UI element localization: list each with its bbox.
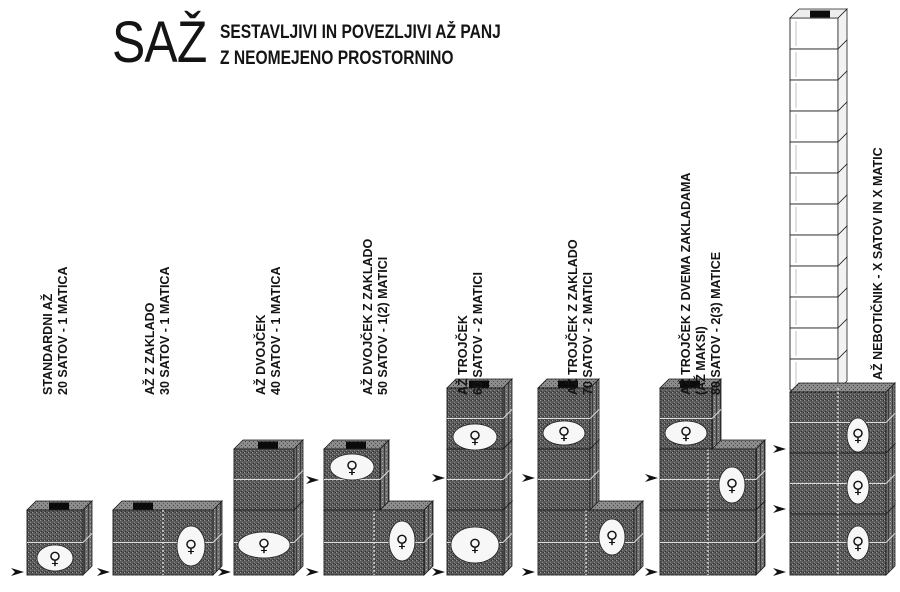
config-triplet-two-extensions [645,173,765,576]
arrow-right-icon [773,505,786,513]
svg-text:♀: ♀ [468,428,482,448]
arrow-right-icon [645,474,658,482]
queen-female-icon [847,470,869,504]
subtitle-line-2: Z NEOMEJENO PROSTORNINO [220,48,454,69]
configuration-label-line: 80 SATOV - 2(3) MATICE [709,251,723,395]
configuration-label [360,238,390,395]
arrow-right-icon [522,474,535,482]
queen-female-icon [543,421,585,445]
queen-female-icon [330,454,374,480]
queen-female-icon [453,424,497,450]
configuration-label-line: AŽ DVOJČEK [254,314,268,395]
arrow-right-icon [306,568,319,576]
svg-text:♀: ♀ [345,458,359,478]
queen-female-icon [847,526,869,560]
svg-text:♀: ♀ [557,424,571,444]
hive-body-middle [538,440,599,510]
configuration-label-line: AŽ TROJČEK [456,315,470,395]
svg-text:♀: ♀ [851,534,865,554]
queen-female-icon [665,421,707,445]
arrow-right-icon [773,568,786,576]
feeder-hole-icon [133,503,153,510]
hive-body-level [790,383,895,453]
hive-title: SAŽ [112,10,207,75]
config-skyscraper [773,9,895,576]
configuration-label [870,147,885,380]
arrow-right-icon [11,568,24,576]
configuration-label-line: AŽ NEBOTIČNIK - X SATOV IN X MATIC [871,147,885,380]
configuration-label-line: 20 SATOV - 1 MATICA [56,266,70,395]
hive-body-lower [324,501,433,575]
config-triplet-with-extension [522,239,643,576]
hive-body-upper [234,440,303,510]
configuration-label-line: 40 SATOV - 1 MATICA [269,266,283,395]
queen-female-icon [37,545,73,571]
queen-female-icon [451,527,499,563]
svg-text:♀: ♀ [851,426,865,446]
arrow-right-icon [218,568,231,576]
configuration-label [678,173,723,395]
svg-text:♀: ♀ [257,536,271,556]
configuration-label-line: 70 SATOV - 2 MATICI [581,272,595,395]
svg-text:♀: ♀ [725,476,739,496]
arrow-right-icon [306,476,319,484]
configuration-label-line: AŽ Z ZAKLADO [143,302,157,395]
queen-female-icon [238,532,290,558]
queen-female-icon [389,521,415,561]
config-standard [11,267,92,577]
queen-female-icon [847,418,869,452]
arrow-right-icon [432,474,445,482]
configuration-label-line: 30 SATOV - 1 MATICA [158,266,172,395]
svg-text:♀: ♀ [48,549,62,569]
svg-text:♀: ♀ [679,424,693,444]
svg-text:♀: ♀ [468,536,482,556]
configuration-label-line: 50 SATOV - 1(2) MATICI [376,256,390,395]
configuration-label-line: AŽ TROJČEK Z DVEMA ZAKLADAMA [679,172,693,395]
feeder-hole-icon [258,442,278,449]
queen-female-icon [177,526,205,566]
feeder-hole-icon [346,442,366,449]
svg-text:♀: ♀ [184,537,198,557]
arrow-right-icon [432,568,445,576]
hive-body-level [790,444,895,514]
configuration-label [142,267,172,396]
hive-body-middle [447,440,512,510]
configuration-label-line: STANDARDNI AŽ [41,293,55,395]
config-with-extension [97,267,222,577]
hive-body [113,501,222,575]
arrow-right-icon [522,568,535,576]
feeder-hole-icon [49,503,69,510]
svg-text:♀: ♀ [851,478,865,498]
hive-body-lower [538,501,643,575]
configuration-label [40,267,70,396]
svg-text:♀: ♀ [395,532,409,552]
feeder-hole-icon [810,11,830,18]
configuration-label-line: AŽ TROJČEK Z ZAKLADO [566,239,580,395]
hive-body-middle [660,440,765,510]
configuration-label-line: AŽ DVOJČEK Z ZAKLADO [361,238,375,395]
config-triplet [432,272,512,576]
queen-female-icon [599,519,625,555]
hive-body-lower [660,501,765,575]
arrow-right-icon [773,445,786,453]
configuration-label-line: (AŽ MAKSI) [694,326,708,395]
skyscraper-frame-stack [790,9,847,390]
configuration-label [565,239,595,395]
config-twin-with-extension [306,238,433,576]
configuration-label-line: 60 SATOV - 2 MATICI [471,272,485,395]
configuration-label [253,267,283,396]
config-twin [218,267,303,577]
queen-female-icon [719,467,745,503]
configuration-label [455,272,485,395]
subtitle-line-1: SESTAVLJIVI IN POVEZLJIVI AŽ PANJ [220,22,501,43]
svg-text:♀: ♀ [605,528,619,548]
arrow-right-icon [645,568,658,576]
arrow-right-icon [97,568,110,576]
